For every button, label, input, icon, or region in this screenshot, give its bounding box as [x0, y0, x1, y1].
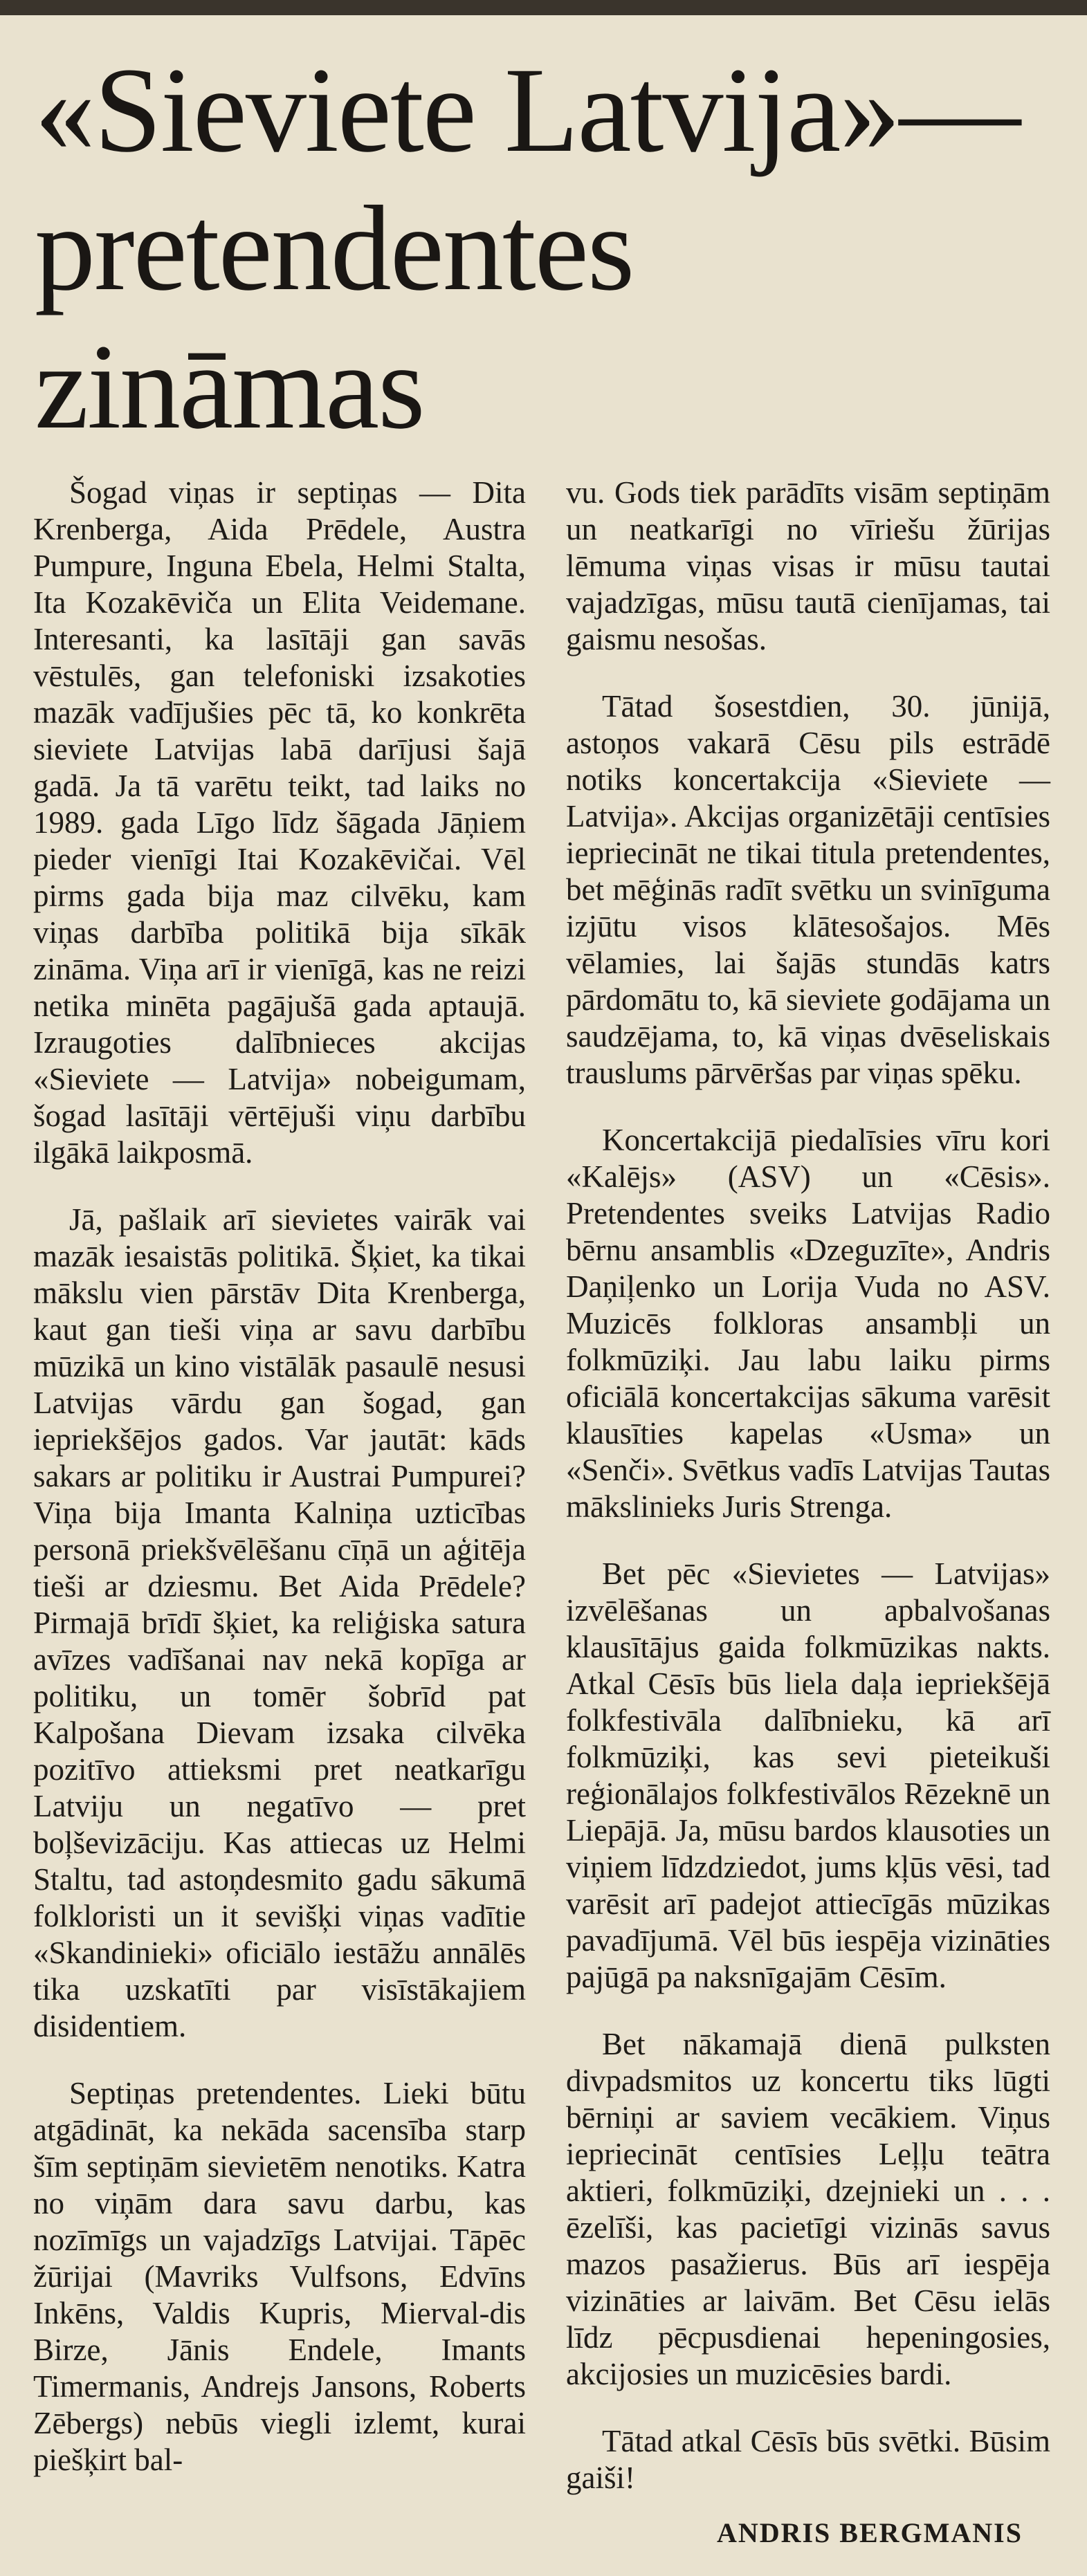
paragraph-4: vu. Gods tiek parādīts visām septiņām un neatkarīgi no vīriešu žūrijas lēmuma viņas visas ir mūsu tautai vajadzīgas, mūsu tautā cienījamas, tai gaismu nesošas. [566, 475, 1050, 656]
top-rule [0, 0, 1087, 15]
paragraph-2: Jā, pašlaik arī sievietes vairāk vai mazāk iesaistās politikā. Šķiet, ka tikai mākslu vien pārstāv Dita Krenberga, kaut gan tieši viņa ar savu darbību mūzikā un kino vistālāk pasaulē nesusi Latvijas vārdu gan šogad, gan iepriekšējos gados. Var jautāt: kāds sakars ar politiku ir Austrai Pumpurei? Viņa bija Imanta Kalniņa uzticības personā priekšvēlēšanu cīņā un aģitēja tieši ar dziesmu. Bet Aida Prēdele? Pirmajā brīdī šķiet, ka reliģiska satura avīzes vadīšanai nav nekā kopīga ar politiku, un tomēr šobrīd pat Kalpošana Dievam izsaka cilvēka pozitīvo attieksmi pret neatkarīgu Latviju un negatīvo — pret boļševizāciju. Kas attiecas uz Helmi Staltu, tad astoņdesmito gadu sākumā folkloristi un it sevišķi viņas vadītie «Skandinieki» oficiālo iestāžu annālēs tika uzskatīti par visīstākajiem disidentiem. [33, 1202, 526, 2043]
paragraph-8: Bet nākamajā dienā pulksten divpadsmitos uz koncertu tiks lūgti bērniņi ar saviem vecākiem. Viņus iepriecināt centīsies Leļļu teātra aktieri, folkmūziķi, dzejnieki un . . . ēzelīši, kas pacietīgi vizinās savus mazos pasažierus. Būs arī iespēja vizināties ar laivām. Bet Cēsu ielās līdz pēcpusdienai hepeningosies, akcijosies un muzicēsies bardi. [566, 2027, 1050, 2391]
headline-line-3: zināmas [35, 320, 424, 454]
headline [35, 42, 1059, 457]
article-column-right [566, 475, 1050, 2551]
paragraph-9: Tātad atkal Cēsīs būs svētki. Būsim gaiši! [566, 2424, 1050, 2495]
article-column-left [33, 475, 526, 2478]
author-signature: ANDRIS BERGMANIS [716, 2517, 1023, 2548]
paragraph-5: Tātad šosestdien, 30. jūnijā, astoņos vakarā Cēsu pils estrādē notiks koncertakcija «Sieviete — Latvija». Akcijas organizētāji centīsies iepriecināt ne tikai titula pretendentes, bet mēģinās radīt svētku un svinīguma izjūtu visos klātesošajos. Mēs vēlamies, lai šajās stundās katrs pārdomātu to, kā sieviete godājama un saudzējama, to, kā viņas dvēseliskais trauslums pārvēršas par viņas spēku. [566, 689, 1050, 1090]
paragraph-6: Koncertakcijā piedalīsies vīru kori «Kalējs» (ASV) un «Cēsis». Pretendentes sveiks Latvijas Radio bērnu ansamblis «Dzeguzīte», Andris Daņiļenko un Lorija Vuda no ASV. Muzicēs folkloras ansambļi un folkmūziķi. Jau labu laiku pirms oficiālā koncertakcijas sākuma varēsit klausīties kapelas «Usma» un «Senči». Svētkus vadīs Latvijas Tautas mākslinieks Juris Strenga. [566, 1123, 1050, 1524]
paragraph-7: Bet pēc «Sievietes — Latvijas» izvēlēšanas un apbalvošanas klausītājus gaida folkmūzikas nakts. Atkal Cēsīs būs liela daļa iepriekšējā folkfestivāla dalībnieku, kā arī folkmūziķi, kas sevi pieteikuši reģionālajos folkfestivālos Rēzeknē un Liepājā. Ja, mūsu bardos klausoties un viņiem līdzdziedot, jums kļūs vēsi, tad varēsit arī padejot attiecīgās mūzikas pavadījumā. Vēl būs iespēja vizināties pajūgā pa naksnīgajām Cēsīm. [566, 1556, 1050, 1994]
headline-line-2: pretendentes [35, 181, 634, 316]
headline-line-1: «Sieviete Latvija»— [35, 43, 1020, 178]
paragraph-3: Septiņas pretendentes. Lieki būtu atgādināt, ka nekāda sacensība starp šīm septiņām sievietēm nenotiks. Katra no viņām dara savu darbu, kas nozīmīgs un vajadzīgs Latvijai. Tāpēc žūrijai (Mavriks Vulfsons, Edvīns Inkēns, Valdis Kupris, Mierval-dis Birze, Jānis Endele, Imants Timermanis, Andrejs Jansons, Roberts Zēbergs) nebūs viegli izlemt, kurai piešķirt bal- [33, 2076, 526, 2477]
paragraph-1: Šogad viņas ir septiņas — Dita Krenberga, Aida Prēdele, Austra Pumpure, Inguna Ebela, Helmi Stalta, Ita Kozakēviča un Elita Veidemane. Interesanti, ka lasītāji gan savās vēstulēs, gan telefoniski izsakoties mazāk vadījušies pēc tā, ko konkrēta sieviete Latvijas labā darījusi šajā gadā. Ja tā varētu teikt, tad laiks no 1989. gada Līgo līdz šāgada Jāņiem pieder vienīgi Itai Kozakēvičai. Vēl pirms gada bija maz cilvēku, kam viņas darbība politikā bija sīkāk zināma. Viņa arī ir vienīgā, kas ne reizi netika minēta pagājušā gada aptaujā. Izraugoties dalībnieces akcijas «Sieviete — Latvija» nobeigumam, šogad lasītāji vērtējuši viņu darbību ilgākā laikposmā. [33, 475, 526, 1170]
